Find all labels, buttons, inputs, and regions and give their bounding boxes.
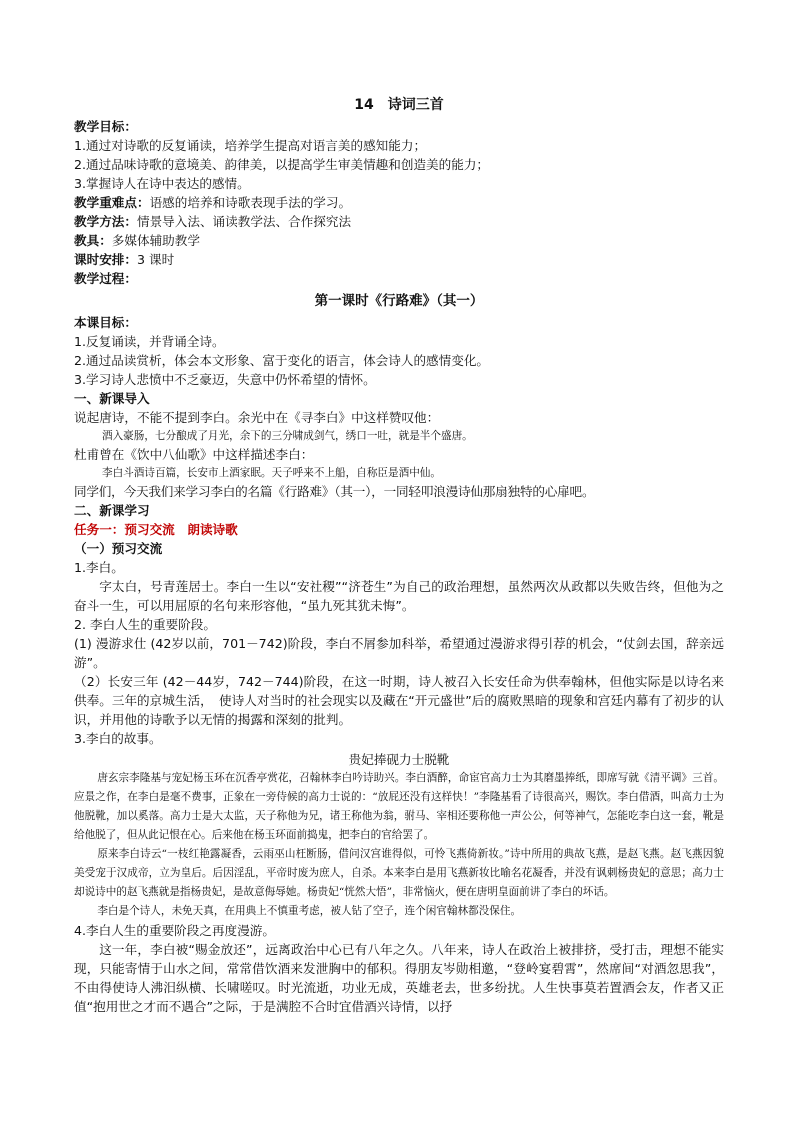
schedule-text: 3 课时 xyxy=(136,252,175,267)
objective-item: 2.通过品味诗歌的意境美、韵律美，以提高学生审美情趣和创造美的能力； xyxy=(74,157,490,172)
stage-paragraph: （2）长安三年 (42－44岁，742－744)阶段，在这一时期，诗人被召入长安任命为供奉翰林，但他实际是以诗名来供奉。三年的京城生活， 使诗人对当时的社会现实以及藏在“开元盛世”后的腐败黑暗的现象和宫廷内幕有了初步的认识，并用他的诗歌予以无情的揭露和深刻的批判。 xyxy=(74,674,724,727)
list-item: 4.李白人生的重要阶段之再度漫游。 xyxy=(74,923,275,938)
section-heading: 一、新课导入 xyxy=(74,391,150,406)
quote: 李白斗酒诗百篇，长安市上酒家眠。天子呼来不上船，自称臣是酒中仙。 xyxy=(102,467,441,479)
list-item: 2. 李白人生的重要阶段。 xyxy=(74,617,216,632)
methods-line xyxy=(74,212,724,231)
quote: 酒入豪肠，七分酿成了月光，余下的三分啸成剑气，绣口一吐，就是半个盛唐。 xyxy=(102,430,473,442)
lesson-title: 第一课时《行路难》（其一） xyxy=(314,293,484,309)
intro-line: 杜甫曾在《饮中八仙歌》中这样描述李白： xyxy=(74,447,314,462)
methods-text: 情景导入法、诵读教学法、合作探究法 xyxy=(136,214,352,229)
schedule-label: 课时安排： xyxy=(74,252,137,267)
story-paragraph: 原来李白诗云“一枝红艳露凝香，云雨巫山枉断肠，借问汉宫谁得似，可怜飞燕倚新妆。”诗中所用的典故飞燕，是赵飞燕。赵飞燕因貌美受宠于汉成帝，立为皇后。后因淫乱，平帝时废为庶人，自杀。本来李白是用飞燕新妆比喻名花凝香，并没有讽刺杨贵妃的意思；高力士却说诗中的赵飞燕就是指杨贵妃，是故意侮辱她。杨贵妃“恍然大悟”，非常恼火，便在唐明皇面前讲了李白的坏话。 xyxy=(74,848,724,898)
intro-line: 说起唐诗，不能不提到李白。余光中在《寻李白》中这样赞叹他： xyxy=(74,410,440,425)
methods-label: 教学方法： xyxy=(74,214,137,229)
lesson-goal-item: 1.反复诵读，并背诵全诗。 xyxy=(74,334,225,349)
tools-label: 教具： xyxy=(74,233,112,248)
story-paragraph: 李白是个诗人，未免天真，在用典上不慎重考虑，被人钻了空子，连个闲官翰林都没保住。 xyxy=(97,905,522,917)
task-heading: 任务一：预习交流 朗读诗歌 xyxy=(74,522,238,537)
stage-paragraph: (1) 漫游求仕 (42岁以前，701－742)阶段，李白不屑参加科举，希望通过漫游求得引荐的机会，“仗剑去国，辞亲远游”。 xyxy=(74,636,724,670)
objective-item: 3.掌握诗人在诗中表达的感情。 xyxy=(74,176,250,191)
bio-paragraph: 字太白，号青莲居士。李白一生以“安社稷”“济苍生”为自己的政治理想，虽然两次从政都以失败告终，但他为之奋斗一生，可以用屈原的名句来形容他，“虽九死其犹未悔”。 xyxy=(74,579,724,613)
key-points-text: 语感的培养和诗歌表现手法的学习。 xyxy=(149,195,352,210)
document-page xyxy=(74,96,724,1016)
tools-text: 多媒体辅助教学 xyxy=(111,233,200,248)
lesson-goals-heading: 本课目标： xyxy=(74,315,137,330)
story-title: 贵妃捧砚力士脱靴 xyxy=(348,752,450,767)
objective-item: 1.通过对诗歌的反复诵读，培养学生提高对语言美的感知能力； xyxy=(74,138,427,153)
schedule-line xyxy=(74,250,724,269)
final-paragraph: 这一年，李白被“赐金放还”，远离政治中心已有八年之久。八年来，诗人在政治上被排挤，受打击，理想不能实现，只能寄情于山水之间，常常借饮酒来发泄胸中的郁积。得朋友岑勋相邀，“登岭宴碧霄”，然席间“对酒忽思我”，不由得使诗人沸汨纵横、长啸嗟叹。时光流逝，功业无成，英雄老去，世多纷扰。人生快事莫若置酒会友，作者又正值“抱用世之才而不遇合”之际，于是满腔不合时宜借酒兴诗情，以抒 xyxy=(74,942,724,1014)
list-item: 1.李白。 xyxy=(74,560,124,575)
story-paragraph: 唐玄宗李隆基与宠妃杨玉环在沉香亭赏花，召翰林李白吟诗助兴。李白酒醉，命宦官高力士为其磨墨捧纸，即席写就《清平调》三首。应景之作，在李白是毫不费事，正象在一旁侍候的高力士说的：“放屁还没有这样快！”李隆基看了诗很高兴，赐饮。李白借酒，叫高力士为他脱靴，加以奚落。高力士是大太监，天子称他为兄，诸王称他为翁，驸马、宰相还要称他一声公公，何等神气，怎能吃李白这一套，靴是给他脱了，但从此记恨在心。后来他在杨玉环面前捣鬼，把李白的官给罢了。 xyxy=(74,772,724,841)
document-title: 14 诗词三首 xyxy=(354,97,444,113)
objectives-heading: 教学目标： xyxy=(74,119,137,134)
lesson-goal-item: 2.通过品读赏析，体会本文形象、富于变化的语言，体会诗人的感情变化。 xyxy=(74,353,490,368)
lesson-goal-item: 3.学习诗人悲愤中不乏豪迈，失意中仍怀希望的情怀。 xyxy=(74,372,376,387)
key-points-label: 教学重难点： xyxy=(74,195,150,210)
intro-line: 同学们，今天我们来学习李白的名篇《行路难》（其一），一同轻叩浪漫诗仙那扇独特的心扉吧。 xyxy=(74,484,595,499)
tools-line xyxy=(74,231,724,250)
section-heading: 二、新课学习 xyxy=(74,503,150,518)
list-item: 3.李白的故事。 xyxy=(74,731,162,746)
subsection-heading: （一）预习交流 xyxy=(74,541,163,556)
key-points-line xyxy=(74,193,724,212)
process-heading: 教学过程： xyxy=(74,271,137,286)
